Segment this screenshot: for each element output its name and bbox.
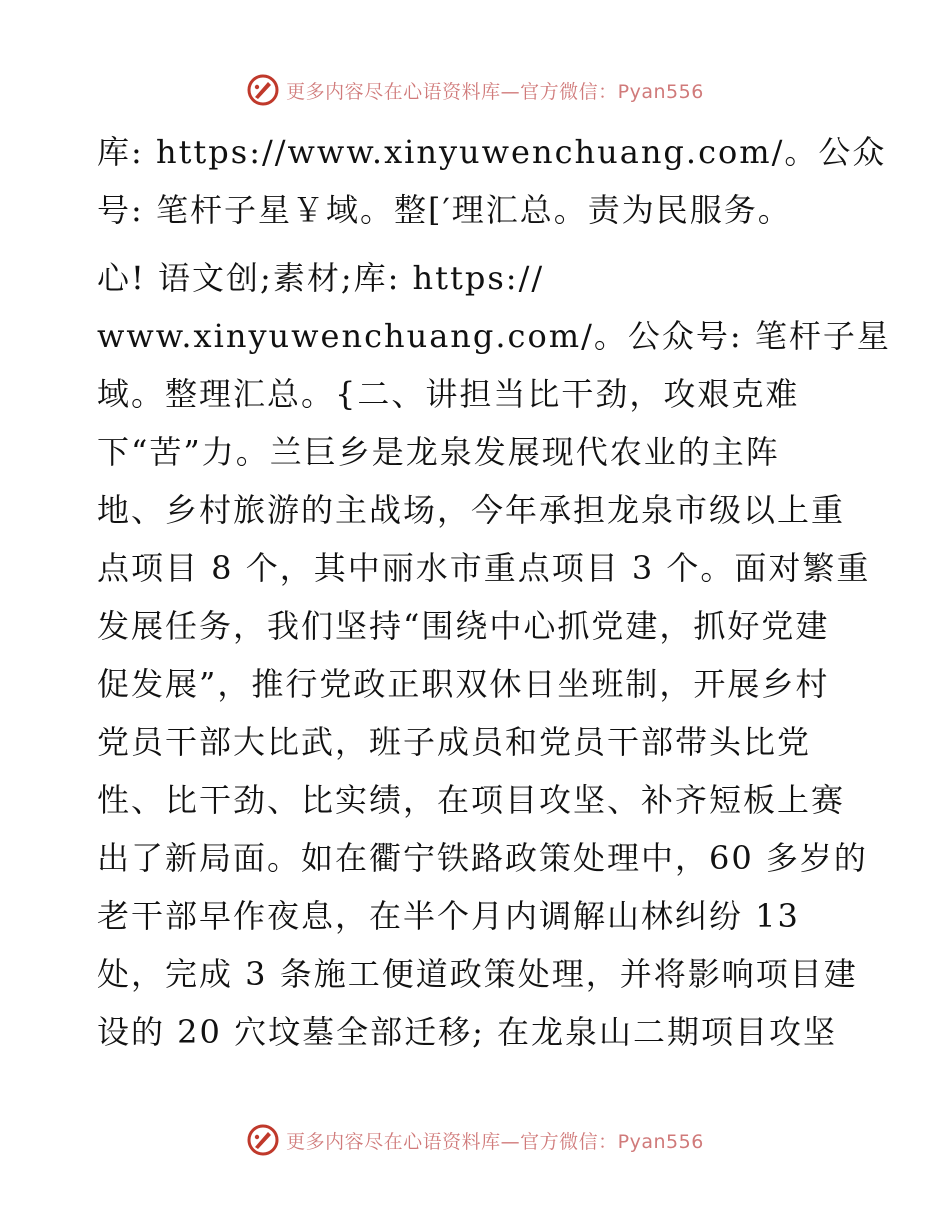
text-line: 处，完成 3 条施工便道政策处理，并将影响项目建: [97, 955, 858, 993]
text-line: 党员干部大比武，班子成员和党员干部带头比党: [97, 723, 812, 761]
text-line: 促发展”，推行党政正职双休日坐班制，开展乡村: [97, 665, 830, 703]
text-line: 库: https://www.xinyuwenchuang.com/。公众: [97, 133, 887, 171]
text-line: 设的 20 穴坟墓全部迁移; 在龙泉山二期项目攻坚: [97, 1013, 838, 1051]
text-line: 下“苦”力。兰巨乡是龙泉发展现代农业的主阵: [97, 433, 780, 471]
footer-banner: [0, 1120, 950, 1160]
text-line: 点项目 8 个，其中丽水市重点项目 3 个。面对繁重: [97, 549, 871, 587]
text-line: 地、乡村旅游的主战场，今年承担龙泉市级以上重: [97, 491, 846, 529]
text-line: 出了新局面。如在衢宁铁路政策处理中，60 多岁的: [97, 839, 868, 877]
quill-logo-icon: [246, 73, 280, 107]
quill-logo-icon: [246, 1123, 280, 1157]
body-text: [97, 123, 897, 1061]
text-line: 号: 笔杆子星￥域。整[′理汇总。责为民服务。: [97, 191, 792, 229]
header-banner: [0, 70, 950, 110]
footer-banner-text: 更多内容尽在心语资料库—官方微信：Pyan556: [286, 1130, 704, 1153]
text-line: 心! 语文创;素材;库: https://: [97, 259, 545, 297]
text-line: 性、比干劲、比实绩，在项目攻坚、补齐短板上赛: [97, 781, 846, 819]
header-banner-text: 更多内容尽在心语资料库—官方微信：Pyan556: [286, 80, 704, 103]
text-line: 发展任务，我们坚持“围绕中心抓党建，抓好党建: [97, 607, 830, 645]
text-line: 域。整理汇总。{二、讲担当比干劲，攻艰克难: [97, 375, 800, 413]
text-line: 老干部早作夜息，在半个月内调解山林纠纷 13: [97, 897, 800, 935]
text-line: www.xinyuwenchuang.com/。公众号: 笔杆子星: [97, 317, 891, 355]
